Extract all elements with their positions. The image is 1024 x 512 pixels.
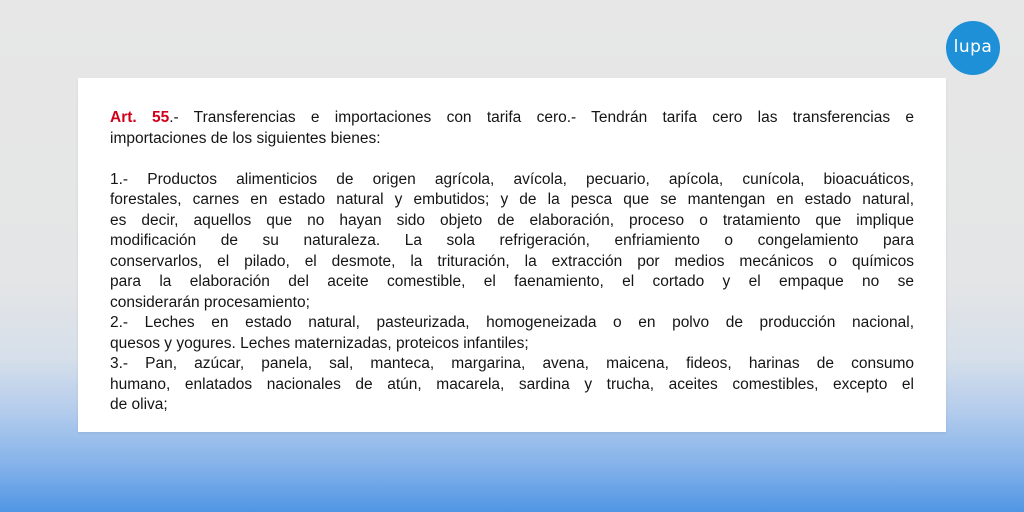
text-line: forestales, carnes en estado natural y embutidos; y de la pesca que se mantengan en estado natural, (110, 191, 914, 208)
list-item-1 (110, 170, 914, 314)
text-line: 3.- Pan, azúcar, panela, sal, manteca, margarina, avena, maicena, fideos, harinas de consumo (110, 355, 914, 372)
text-line: 2.- Leches en estado natural, pasteurizada, homogeneizada o en polvo de producción nacional, (110, 314, 914, 331)
text-line: para la elaboración del aceite comestible, el faenamiento, el cortado y el empaque no se (110, 273, 914, 290)
article-label: Art. 55 (110, 109, 170, 126)
text-line: modificación de su naturaleza. La sola refrigeración, enfriamiento o congelamiento para (110, 232, 914, 249)
text-line: humano, enlatados nacionales de atún, macarela, sardina y trucha, aceites comestibles, excepto el (110, 375, 914, 393)
list-item-2 (110, 313, 914, 354)
text-line: conservarlos, el pilado, el desmote, la trituración, la extracción por medios mecánicos o químicos (110, 252, 914, 270)
text-line: de oliva; (110, 396, 168, 413)
article-heading-line: importaciones de los siguientes bienes: (110, 129, 381, 147)
text-line: es decir, aquellos que no hayan sido objeto de elaboración, proceso o tratamiento que implique (110, 211, 914, 229)
article-heading-line (110, 108, 914, 129)
list-item-3 (110, 354, 914, 416)
text-line: considerarán procesamiento; (110, 293, 310, 311)
article-heading-text: .- Transferencias e importaciones con tarifa cero.- Tendrán tarifa cero las transferencias e (169, 109, 914, 126)
paragraph-spacer (110, 149, 914, 170)
text-line: 1.- Productos alimenticios de origen agrícola, avícola, pecuario, apícola, cunícola, bioacuáticos, (110, 170, 914, 188)
text-line: quesos y yogures. Leches maternizadas, proteicos infantiles; (110, 334, 529, 352)
lupa-logo (946, 21, 1000, 75)
article-card (78, 78, 946, 432)
logo-text: lupa (953, 37, 993, 57)
